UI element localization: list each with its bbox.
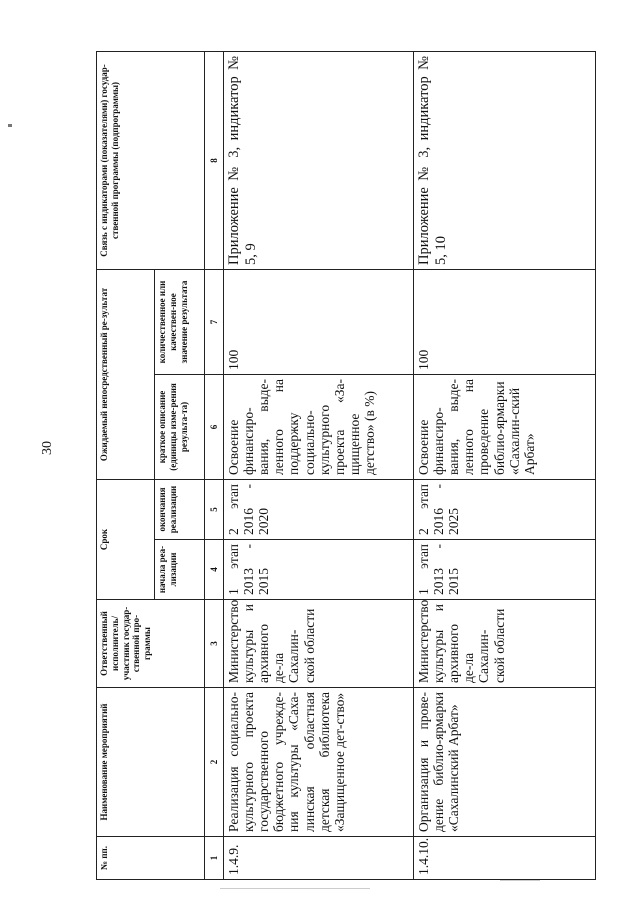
header-name: Наименование мероприятий: [97, 688, 205, 837]
measures-table: [96, 51, 596, 880]
executor: Министерство культуры и архивного де-ла Сахалин-ской области: [224, 600, 414, 688]
scan-mark: [220, 888, 370, 889]
scan-mark: [8, 124, 12, 127]
header-term-end: окончания реализации: [155, 479, 205, 539]
header-result: Ожидаемый непосредственный ре-зультат: [97, 269, 155, 479]
result-value: 100: [224, 269, 414, 374]
column-number: 4: [205, 540, 224, 600]
term-start: 1 этап 2013 - 2015: [224, 540, 414, 600]
executor: Министерство культуры и архивного де-ла Сахалин-ской области: [414, 600, 596, 688]
indicator-link: Приложение № 3, индикатор № 5, 10: [414, 51, 596, 269]
row-number: 1.4.9.: [224, 837, 414, 880]
header-term: Срок: [97, 479, 155, 599]
page-number: 30: [40, 441, 55, 455]
column-number: 1: [205, 837, 224, 880]
header-result-desc: краткое описание (единицы изме-рения результа-та): [155, 374, 205, 479]
table-row: [414, 51, 596, 879]
column-number: 3: [205, 600, 224, 688]
term-end: 2 этап 2016 - 2025: [414, 479, 596, 539]
header-no: № пп.: [97, 837, 205, 880]
header-executor: Ответственный исполнитель/ участник государ-ственной про-граммы: [97, 600, 205, 688]
column-number: 7: [205, 269, 224, 374]
result-description: Освоение финансиро-вания, выде-ленного на проведение библио-ярмарки «Сахалин-ский Арбат»: [414, 374, 596, 479]
column-number: 6: [205, 374, 224, 479]
table-row: [224, 51, 414, 879]
scan-mark: [500, 880, 540, 881]
measure-name: Организация и прове-дение библио-ярмарки «Сахалинский Арбат»: [414, 688, 596, 837]
indicator-link: Приложение № 3, индикатор № 5, 9: [224, 51, 414, 269]
measure-name: Реализация социально-культурного проекта государственного бюджетного учрежде-ния культуры «Саха-линская областная детская библиотека «Защищенное дет-ство»: [224, 688, 414, 837]
row-number: 1.4.10.: [414, 837, 596, 880]
column-number: 5: [205, 479, 224, 539]
header-result-value: количественное или качествен-ное значение результата: [155, 269, 205, 374]
column-number: 8: [205, 51, 224, 269]
term-start: 1 этап 2013 - 2015: [414, 540, 596, 600]
rotated-table-wrapper: [96, 52, 596, 880]
result-value: 100: [414, 269, 596, 374]
column-number: 2: [205, 688, 224, 837]
header-term-start: начала реа-лизации: [155, 540, 205, 600]
header-link: Связь с индикаторами (показателями) государ-ственной программы (подпрограммы): [97, 51, 205, 269]
term-end: 2 этап 2016 - 2020: [224, 479, 414, 539]
result-description: Освоение финансиро-вания, выде-ленного на поддержку социально-культурного проекта «За-щищенное детство» (в %): [224, 374, 414, 479]
